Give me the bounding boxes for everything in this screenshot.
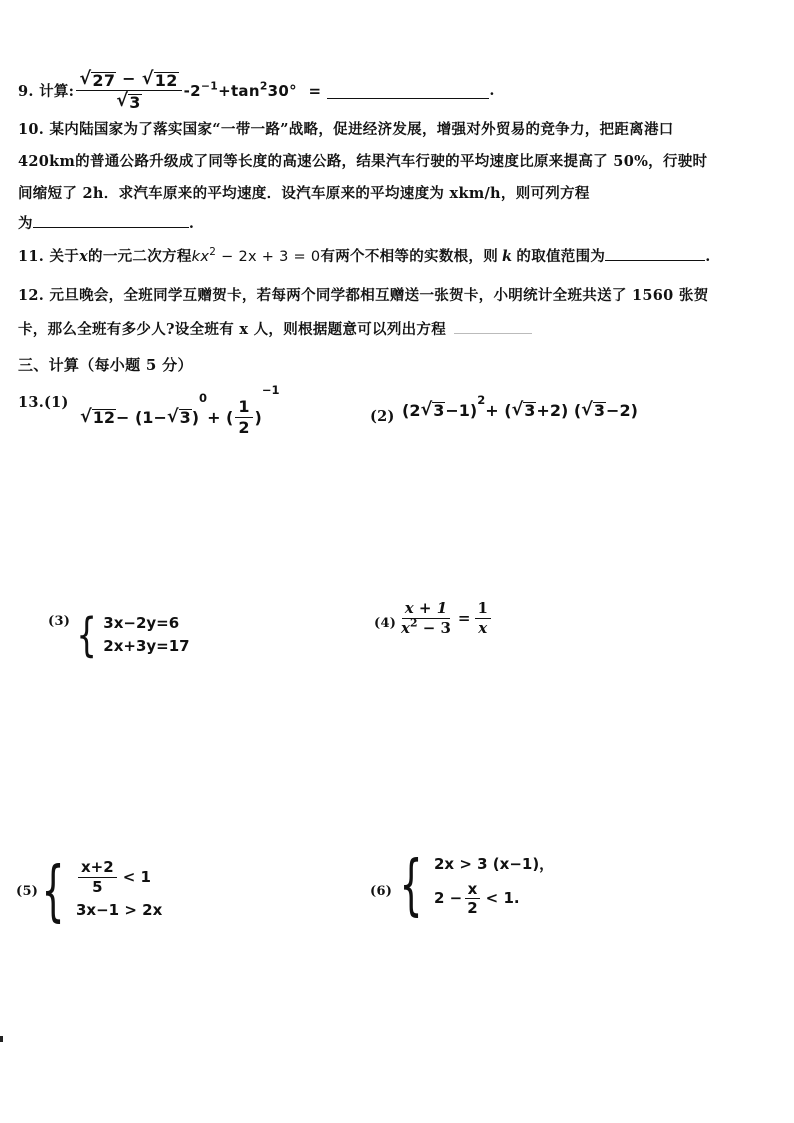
q13-part-6-label: (6) xyxy=(370,884,393,899)
q13-part-2-label: (2) xyxy=(370,408,395,425)
question-10-line-3: 间缩短了 2h．求汽车原来的平均速度．设汽车原来的平均速度为 xkm/h，则可列方程 xyxy=(18,185,590,202)
scan-mark xyxy=(0,1036,3,1042)
q13-part-5-system: { $\frac{x+2}{5}$ < 1 3x−1 > 2x xyxy=(41,852,163,929)
question-10-line-2: 420km的普通公路升级成了同等长度的高速公路，结果汽车行驶的平均速度比原来提高了 50%，行驶时 xyxy=(18,153,708,170)
q13-part-4-equation: $\frac{x + 1}{x^2 - 3}$ = $\frac{1}{x}$ xyxy=(396,600,493,636)
q13-part-1-label: (1) xyxy=(44,394,69,411)
question-10-line-4: 为 . xyxy=(18,215,195,232)
q9-answer-blank[interactable] xyxy=(327,82,489,99)
q13-number: 13. xyxy=(18,394,45,411)
q13-part-3-label: (3) xyxy=(48,614,71,629)
q9-minus: − xyxy=(122,69,136,88)
q13-part-6-system: { 2x > 3 (x−1)， 2 − $\frac{x}{2}$ < 1. xyxy=(399,846,555,923)
q13-part-3-brace: { xyxy=(76,608,97,663)
q13-part-5-brace: { xyxy=(41,852,65,929)
q9-sqrt-12: 12 xyxy=(154,70,178,90)
question-12-line-2: 卡，那么全班有多少人?设全班有 x 人，则根据题意可以列出方程 xyxy=(18,318,532,339)
q9-rest: $-2^{-1}+\tan^230^\circ$ = xyxy=(183,79,322,100)
q9-fraction: √ 27 − √ 12 √ 3 xyxy=(76,70,181,112)
section-3-title: 三、计算（每小题 5 分） xyxy=(18,356,193,374)
q10-answer-blank[interactable] xyxy=(33,213,189,228)
q9-end: . xyxy=(489,82,495,100)
question-11: 11. 关于x的一元二次方程$kx^2 - 2x + 3 = 0$有两个不相等的实数根，则 k 的取值范围为 . xyxy=(18,245,711,265)
q13-part-3-system: { 3x−2y=6 2x+3y=17 xyxy=(76,608,190,663)
q13-part-2-expression: (2 √ 3 −1) 2 + ( √ 3 +2) ( √ 3 −2) xyxy=(402,393,638,421)
q11-answer-blank[interactable] xyxy=(605,246,705,261)
q12-answer-blank[interactable] xyxy=(454,321,532,334)
q13-part-4-label: (4) xyxy=(374,616,397,631)
q13-part-1-expression: √ 12 − (1− √ 3 ) 0 + ( $\frac{1}{2}$ ) −1 xyxy=(80,383,280,437)
question-9 xyxy=(18,70,495,112)
q13-part-6-brace: { xyxy=(399,846,423,923)
q9-sqrt-27: 27 xyxy=(92,70,116,90)
q13-part-5-label: (5) xyxy=(16,884,39,899)
question-10-line-1: 10. 某内陆国家为了落实国家“一带一路”战略，促进经济发展，增强对外贸易的竞争力，把距离港口 xyxy=(18,121,674,138)
question-12-line-1: 12. 元旦晚会，全班同学互赠贺卡，若每两个同学都相互赠送一张贺卡，小明统计全班共送了 1560 张贺 xyxy=(18,287,709,304)
q9-prefix: 9. 计算: xyxy=(18,83,75,101)
q9-sqrt-3: 3 xyxy=(129,92,141,112)
